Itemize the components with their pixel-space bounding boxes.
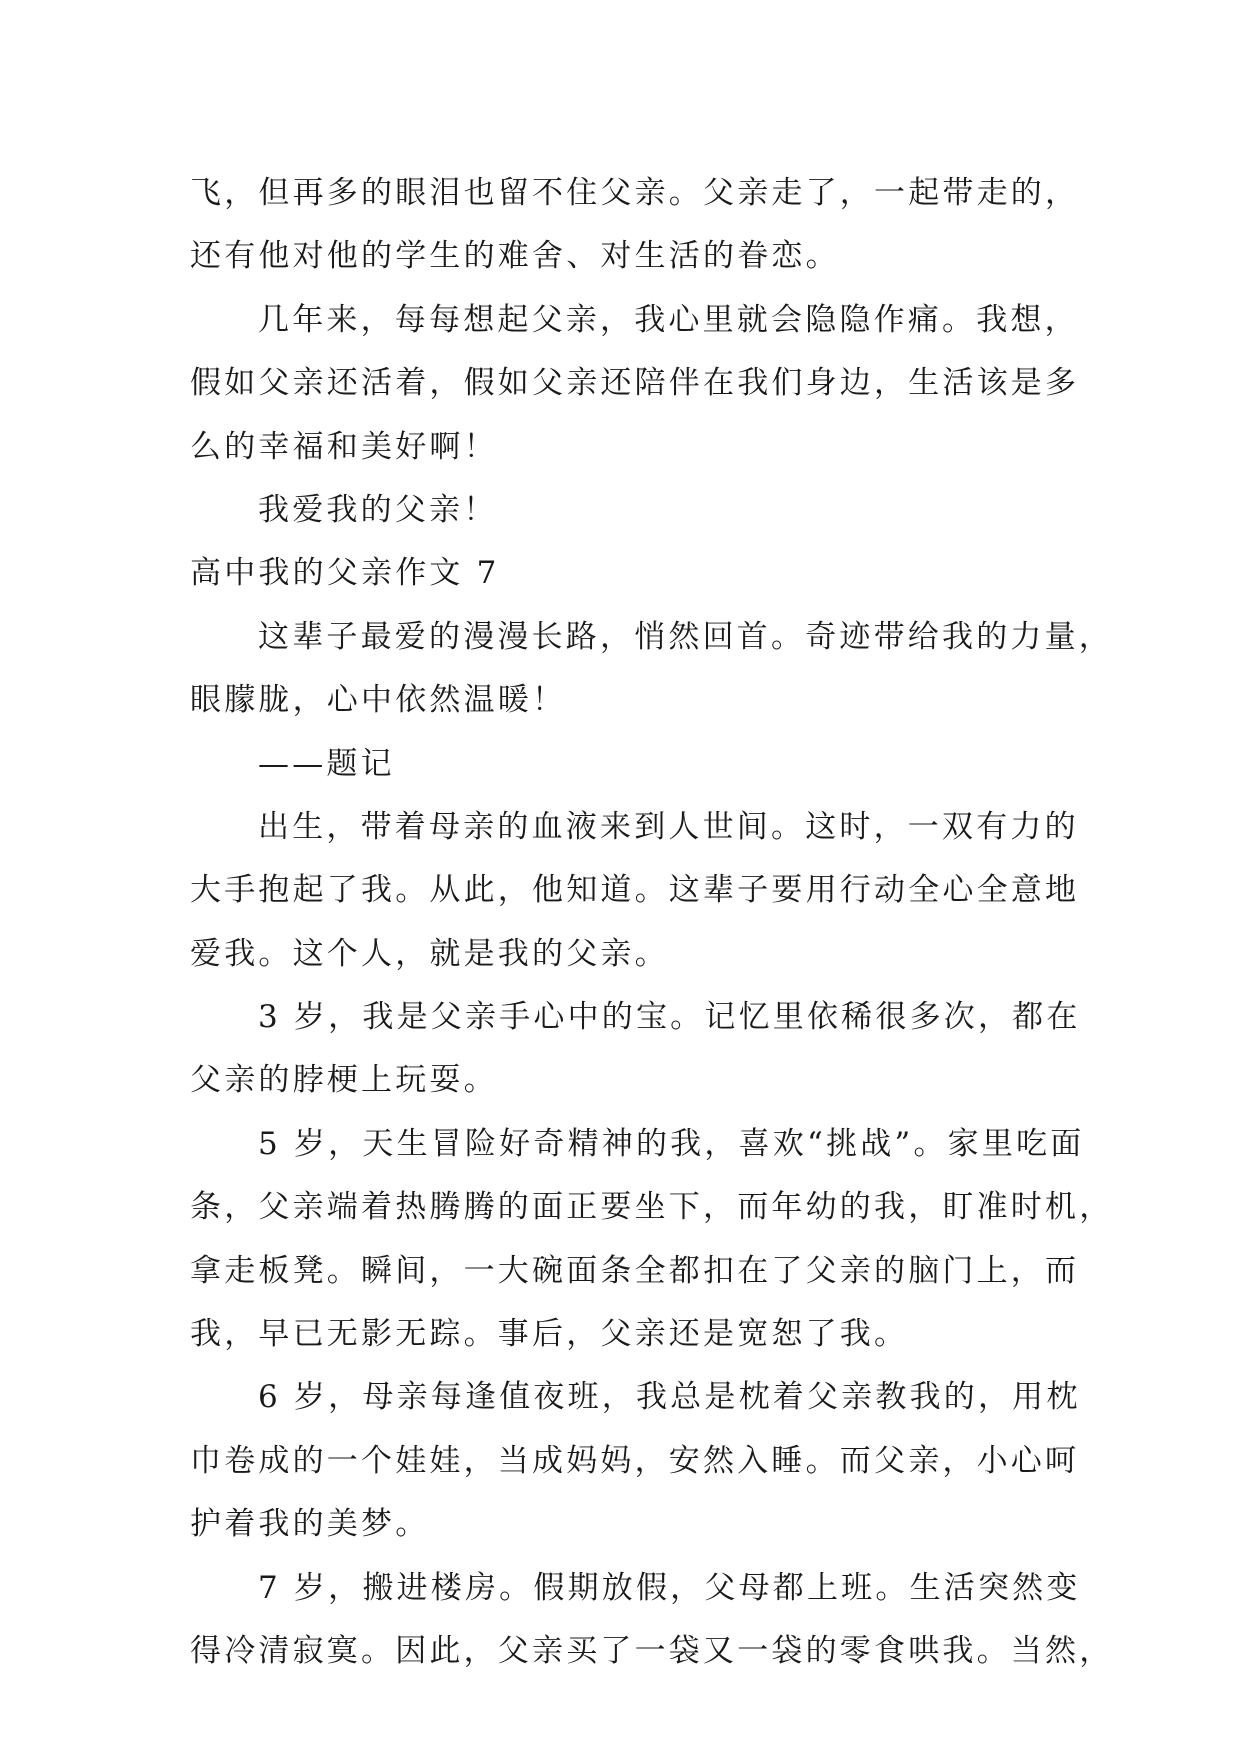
text-line: 3 岁，我是父亲手心中的宝。记忆里依稀很多次，都在 xyxy=(258,999,1081,1036)
text-line: 爱我。这个人，就是我的父亲。 xyxy=(190,935,669,972)
text-line: 这辈子最爱的漫漫长路，悄然回首。奇迹带给我的力量， xyxy=(258,618,1113,655)
text-line: 假如父亲还活着，假如父亲还陪伴在我们身边，生活该是多 xyxy=(190,365,1080,402)
text-line: 我爱我的父亲！ xyxy=(258,491,498,528)
text-line: 得冷清寂寞。因此，父亲买了一袋又一袋的零食哄我。当然， xyxy=(190,1632,1114,1669)
text-line: 护着我的美梦。 xyxy=(190,1506,430,1543)
text-line: 6 岁，母亲每逢值夜班，我总是枕着父亲教我的，用枕 xyxy=(258,1379,1081,1416)
essay-text xyxy=(190,162,1114,1683)
text-line: 5 岁，天生冒险好奇精神的我，喜欢“挑战”。家里吃面 xyxy=(258,1125,1085,1162)
text-line: 拿走板凳。瞬间，一大碗面条全都扣在了父亲的脑门上，而 xyxy=(190,1252,1080,1289)
text-line: 父亲的脖梗上玩耍。 xyxy=(190,1062,498,1099)
text-line: 我，早已无影无踪。事后，父亲还是宽恕了我。 xyxy=(190,1316,909,1353)
text-line: 几年来，每每想起父亲，我心里就会隐隐作痛。我想， xyxy=(258,301,1079,338)
text-line: 么的幸福和美好啊！ xyxy=(190,428,498,465)
text-line: 条，父亲端着热腾腾的面正要坐下，而年幼的我，盯准时机， xyxy=(190,1189,1114,1226)
text-line: 7 岁，搬进楼房。假期放假，父母都上班。生活突然变 xyxy=(258,1569,1081,1606)
text-line: 眼朦胧，心中依然温暖！ xyxy=(190,682,567,719)
text-line: 出生，带着母亲的血液来到人世间。这时，一双有力的 xyxy=(258,808,1079,845)
section-title: 高中我的父亲作文 7 xyxy=(190,555,500,592)
text-line: 飞，但再多的眼泪也留不住父亲。父亲走了，一起带走的， xyxy=(190,175,1080,211)
text-line: 大手抱起了我。从此，他知道。这辈子要用行动全心全意地 xyxy=(190,872,1080,909)
text-line: 巾卷成的一个娃娃，当成妈妈，安然入睡。而父亲，小心呵 xyxy=(190,1442,1080,1479)
epigraph-attribution: ——题记 xyxy=(258,745,395,782)
text-line: 还有他对他的学生的难舍、对生活的眷恋。 xyxy=(190,238,840,275)
